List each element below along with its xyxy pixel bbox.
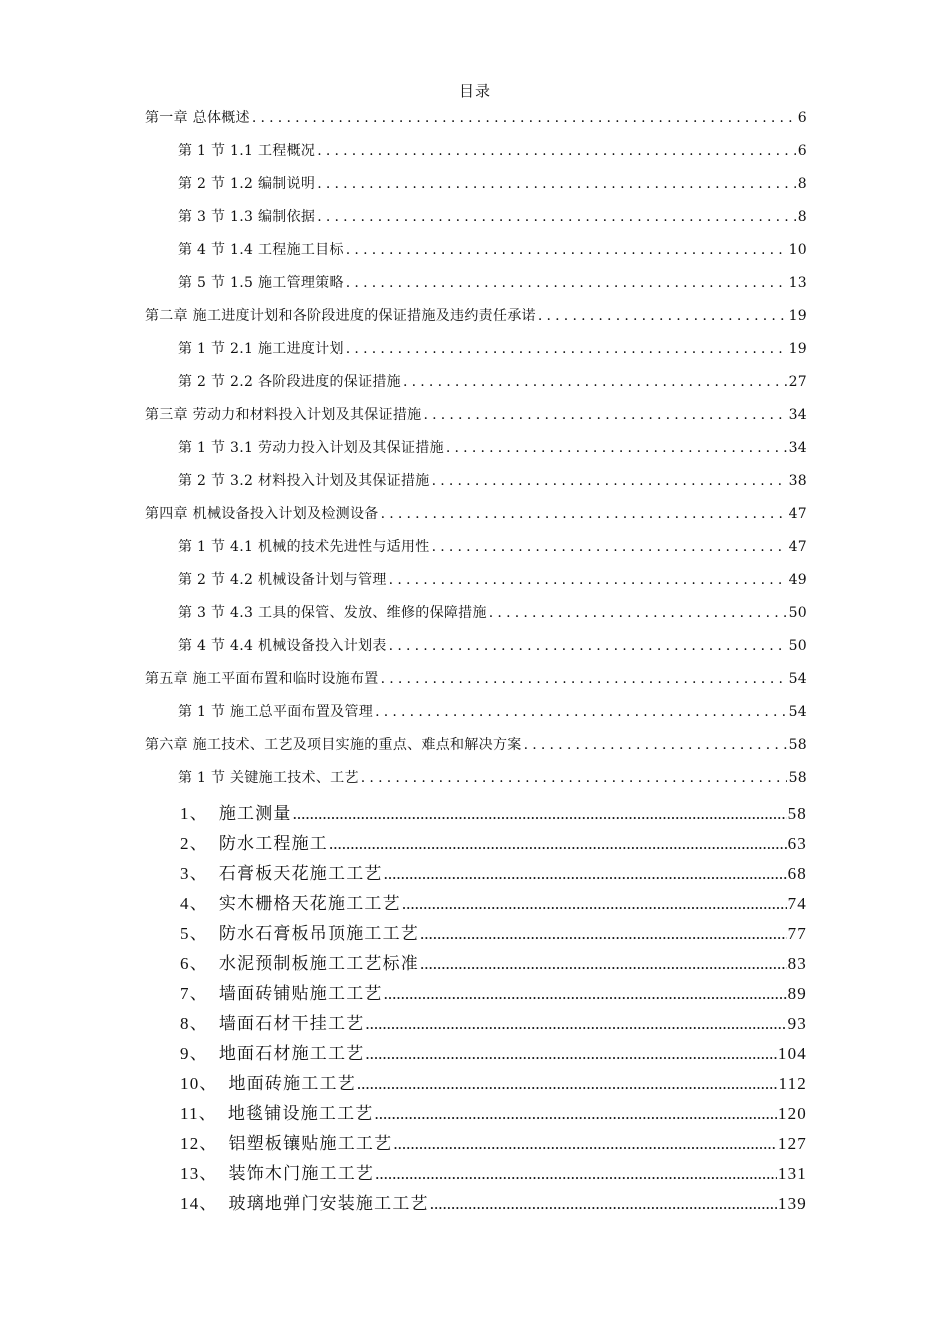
dot-leader (365, 1042, 776, 1066)
dot-leader (538, 306, 787, 326)
toc-item-label: 地面石材施工工艺 (218, 1044, 365, 1063)
toc-entry-label: 第 3 节 1.3 编制依据 (178, 209, 316, 225)
toc-item-9[interactable] (180, 1042, 807, 1066)
dot-leader (375, 1162, 777, 1186)
toc-section-3-1[interactable] (178, 438, 807, 458)
toc-page-number: 54 (788, 671, 807, 687)
dot-leader (432, 471, 787, 491)
toc-page-number: 58 (788, 770, 807, 786)
toc-item-number: 13、 (180, 1164, 218, 1183)
toc-section-1-4[interactable] (178, 240, 807, 260)
toc-section-1-2[interactable] (178, 174, 807, 194)
toc-page-number: 104 (777, 1044, 807, 1063)
dot-leader (420, 922, 787, 946)
toc-page-number: 139 (777, 1194, 807, 1213)
toc-page-number: 50 (788, 638, 807, 654)
toc-item-label: 防水石膏板吊顶施工工艺 (218, 924, 420, 943)
dot-leader (432, 537, 787, 557)
toc-chapter-4[interactable] (145, 504, 807, 524)
toc-section-5-1[interactable] (178, 702, 807, 722)
toc-entry-label: 第 1 节 施工总平面布置及管理 (178, 704, 374, 720)
toc-page-number: 8 (797, 176, 807, 192)
toc-page-number: 68 (787, 864, 807, 883)
toc-item-14[interactable] (180, 1192, 807, 1216)
dot-leader (365, 1012, 786, 1036)
dot-leader (389, 636, 787, 656)
dot-leader (293, 802, 787, 826)
toc-entry-label: 第 4 节 4.4 机械设备投入计划表 (178, 638, 387, 654)
toc-page-number: 10 (788, 242, 807, 258)
toc-page-number: 74 (787, 894, 807, 913)
toc-item-label: 地毯铺设施工工艺 (227, 1104, 374, 1123)
toc-item-8[interactable] (180, 1012, 807, 1036)
toc-entry-label: 第 4 节 1.4 工程施工目标 (178, 242, 344, 258)
toc-page-number: 50 (788, 605, 807, 621)
toc-page-number: 6 (797, 110, 807, 126)
toc-item-3[interactable] (180, 862, 807, 886)
toc-item-number: 10、 (180, 1074, 218, 1093)
toc-entry-label: 第四章 机械设备投入计划及检测设备 (145, 506, 379, 522)
toc-page-number: 38 (788, 473, 807, 489)
toc-item-label: 地面砖施工工艺 (228, 1074, 356, 1093)
dot-leader (329, 832, 787, 856)
dot-leader (389, 570, 787, 590)
toc-item-number: 12、 (180, 1134, 218, 1153)
toc-item-2[interactable] (180, 832, 807, 856)
toc-item-label: 墙面石材干挂工艺 (218, 1014, 365, 1033)
dot-leader (346, 240, 787, 260)
toc-page-number: 83 (787, 954, 807, 973)
dot-leader (346, 339, 787, 359)
toc-item-number: 4、 (180, 894, 208, 913)
toc-item-label: 实木栅格天花施工工艺 (218, 894, 401, 913)
toc-entry-label: 第 1 节 3.1 劳动力投入计划及其保证措施 (178, 440, 444, 456)
toc-entry-label: 第五章 施工平面布置和临时设施布置 (145, 671, 379, 687)
toc-entry-label: 第 1 节 4.1 机械的技术先进性与适用性 (178, 539, 430, 555)
toc-entry-label: 第 3 节 4.3 工具的保管、发放、维修的保障措施 (178, 605, 487, 621)
dot-leader (384, 862, 787, 886)
toc-item-number: 11、 (180, 1104, 217, 1123)
toc-section-2-2[interactable] (178, 372, 807, 392)
toc-page-number: 13 (788, 275, 807, 291)
toc-entry-label: 第一章 总体概述 (145, 110, 250, 126)
toc-page-number: 77 (787, 924, 807, 943)
dot-leader (317, 174, 796, 194)
dot-leader (375, 1102, 777, 1126)
toc-item-label: 石膏板天花施工工艺 (218, 864, 383, 883)
toc-section-1-1[interactable] (178, 141, 807, 161)
toc-item-label: 铝塑板镶贴施工工艺 (228, 1134, 393, 1153)
toc-item-number: 8、 (180, 1014, 208, 1033)
dot-leader (420, 952, 787, 976)
toc-page-number: 120 (777, 1104, 807, 1123)
toc-page-number: 27 (788, 374, 807, 390)
toc-item-number: 2、 (180, 834, 208, 853)
toc-item-10[interactable] (180, 1072, 807, 1096)
toc-entry-label: 第 1 节 1.1 工程概况 (178, 143, 316, 159)
toc-entry-label: 第 1 节 2.1 施工进度计划 (178, 341, 344, 357)
dot-leader (393, 1132, 777, 1156)
dot-leader (489, 603, 787, 623)
toc-entry-label: 第 1 节 关键施工技术、工艺 (178, 770, 359, 786)
dot-leader (375, 702, 787, 722)
toc-item-number: 6、 (180, 954, 208, 973)
toc-item-4[interactable] (180, 892, 807, 916)
toc-item-number: 14、 (180, 1194, 218, 1213)
toc-page-number: 34 (788, 440, 807, 456)
dot-leader (381, 504, 787, 524)
toc-page-number: 34 (788, 407, 807, 423)
toc-item-label: 水泥预制板施工工艺标准 (218, 954, 420, 973)
toc-section-4-3[interactable] (178, 603, 807, 623)
toc-page-number: 93 (787, 1014, 807, 1033)
dot-leader (357, 1072, 778, 1096)
dot-leader (402, 892, 787, 916)
toc-item-1[interactable] (180, 802, 807, 826)
toc-item-number: 9、 (180, 1044, 208, 1063)
toc-page-number: 131 (777, 1164, 807, 1183)
toc-item-13[interactable] (180, 1162, 807, 1186)
toc-page-number: 47 (788, 539, 807, 555)
toc-chapter-2[interactable] (145, 306, 807, 326)
dot-leader (430, 1192, 777, 1216)
toc-item-11[interactable] (180, 1102, 807, 1126)
dot-leader (346, 273, 787, 293)
toc-item-6[interactable] (180, 952, 807, 976)
toc-page-number: 19 (788, 341, 807, 357)
toc-entry-label: 第 2 节 4.2 机械设备计划与管理 (178, 572, 387, 588)
toc-page-number: 54 (788, 704, 807, 720)
toc-entry-label: 第 5 节 1.5 施工管理策略 (178, 275, 344, 291)
toc-page-number: 58 (787, 804, 807, 823)
toc-title: 目录 (458, 82, 491, 100)
toc-page-number: 49 (788, 572, 807, 588)
toc-item-label: 墙面砖铺贴施工工艺 (218, 984, 383, 1003)
dot-leader (252, 108, 796, 128)
toc-section-1-3[interactable] (178, 207, 807, 227)
toc-item-5[interactable] (180, 922, 807, 946)
toc-item-number: 7、 (180, 984, 208, 1003)
toc-section-3-2[interactable] (178, 471, 807, 491)
toc-section-6-1[interactable] (178, 768, 807, 788)
toc-entry-label: 第六章 施工技术、工艺及项目实施的重点、难点和解决方案 (145, 737, 522, 753)
toc-section-4-2[interactable] (178, 570, 807, 590)
toc-section-2-1[interactable] (178, 339, 807, 359)
dot-leader (361, 768, 787, 788)
toc-entry-label: 第三章 劳动力和材料投入计划及其保证措施 (145, 407, 422, 423)
toc-page-number: 6 (797, 143, 807, 159)
toc-item-number: 1、 (180, 804, 208, 823)
toc-chapter-5[interactable] (145, 669, 807, 689)
toc-page-number: 63 (787, 834, 807, 853)
toc-section-4-4[interactable] (178, 636, 807, 656)
dot-leader (446, 438, 787, 458)
toc-entry-label: 第 2 节 2.2 各阶段进度的保证措施 (178, 374, 401, 390)
toc-item-12[interactable] (180, 1132, 807, 1156)
toc-item-label: 施工测量 (218, 804, 292, 823)
dot-leader (317, 207, 796, 227)
dot-leader (524, 735, 787, 755)
toc-item-label: 装饰木门施工工艺 (228, 1164, 375, 1183)
toc-item-7[interactable] (180, 982, 807, 1006)
toc-entry-label: 第 2 节 3.2 材料投入计划及其保证措施 (178, 473, 430, 489)
dot-leader (384, 982, 787, 1006)
toc-page-number: 112 (778, 1074, 807, 1093)
toc-item-number: 3、 (180, 864, 208, 883)
toc-page-number: 89 (787, 984, 807, 1003)
toc-item-label: 玻璃地弹门安装施工工艺 (228, 1194, 429, 1213)
toc-page-number: 8 (797, 209, 807, 225)
toc-item-label: 防水工程施工 (218, 834, 329, 853)
toc-page-number: 19 (788, 308, 807, 324)
toc-item-number: 5、 (180, 924, 208, 943)
dot-leader (403, 372, 787, 392)
toc-chapter-3[interactable] (145, 405, 807, 425)
toc-section-1-5[interactable] (178, 273, 807, 293)
toc-section-4-1[interactable] (178, 537, 807, 557)
dot-leader (317, 141, 796, 161)
dot-leader (381, 669, 787, 689)
toc-page-number: 47 (788, 506, 807, 522)
toc-chapter-6[interactable] (145, 735, 807, 755)
toc-chapter-1[interactable] (145, 108, 807, 128)
toc-entry-label: 第二章 施工进度计划和各阶段进度的保证措施及违约责任承诺 (145, 308, 536, 324)
toc-entry-label: 第 2 节 1.2 编制说明 (178, 176, 316, 192)
toc-page-number: 58 (788, 737, 807, 753)
toc-page-number: 127 (777, 1134, 807, 1153)
dot-leader (423, 405, 786, 425)
